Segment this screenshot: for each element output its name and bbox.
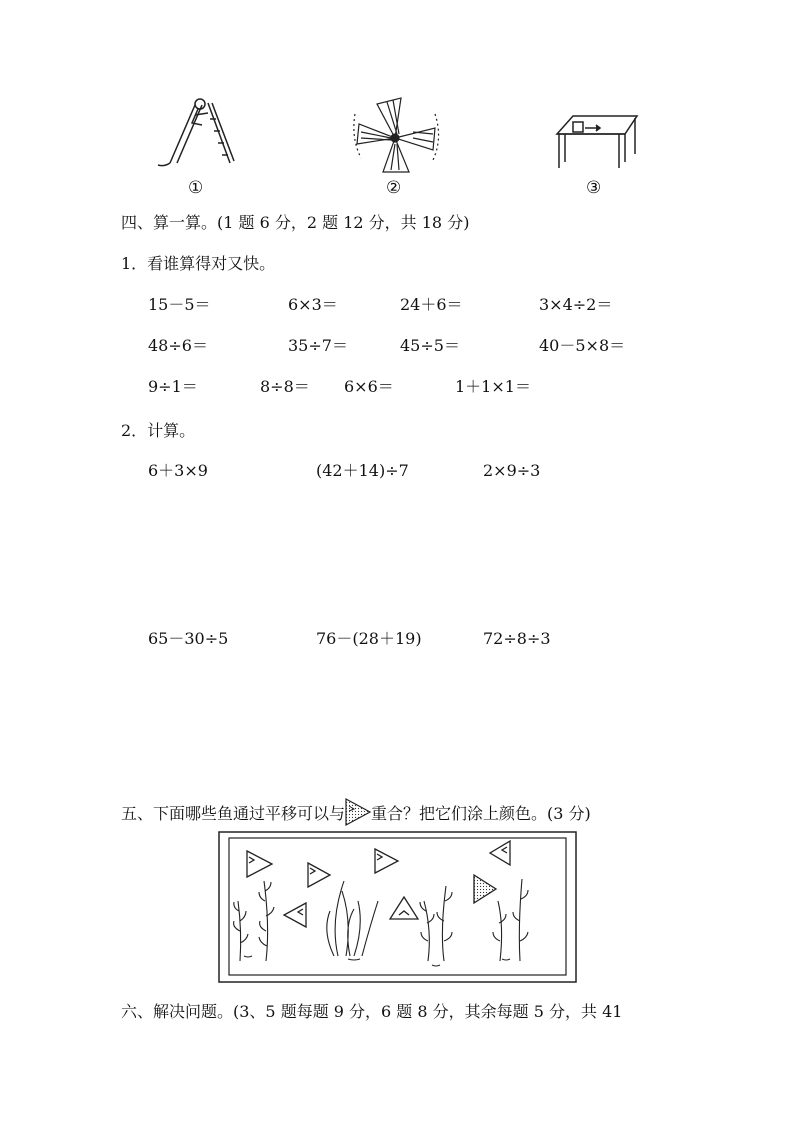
q1-title: 1．看谁算得对又快。 <box>121 254 276 273</box>
q2-expr: 6＋3×9 <box>148 461 208 480</box>
dotted-triangle-fish-icon <box>345 798 371 826</box>
picture-label-3: ③ <box>586 178 602 198</box>
q2-expr: 72÷8÷3 <box>483 629 551 648</box>
q1-expr: 9÷1＝ <box>148 377 198 396</box>
slide-picture <box>150 95 240 170</box>
q1-expr: 8÷8＝ <box>260 377 310 396</box>
section5-title-before: 五、下面哪些鱼通过平移可以与 <box>121 804 346 823</box>
q1-expr: 6×3＝ <box>288 295 338 314</box>
q2-expr: 65－30÷5 <box>148 629 229 648</box>
q2-expr: (42＋14)÷7 <box>316 461 409 480</box>
section6-title: 六、解决问题。(3、5 题每题 9 分，6 题 8 分，其余每题 5 分，共 41 <box>121 1002 623 1021</box>
q1-expr: 6×6＝ <box>344 377 394 396</box>
table-picture <box>555 112 645 172</box>
q1-expr: 1＋1×1＝ <box>455 377 531 396</box>
aquarium-picture <box>218 831 578 983</box>
section5-title <box>121 798 591 826</box>
q1-expr: 40－5×8＝ <box>539 336 626 355</box>
q2-expr: 2×9÷3 <box>483 461 541 480</box>
q1-expr: 15－5＝ <box>148 295 211 314</box>
q1-expr: 3×4÷2＝ <box>539 295 613 314</box>
windmill-picture <box>347 94 447 174</box>
picture-label-1: ① <box>188 178 204 198</box>
q1-expr: 48÷6＝ <box>148 336 208 355</box>
q1-expr: 24＋6＝ <box>400 295 463 314</box>
q2-expr: 76－(28＋19) <box>316 629 422 648</box>
picture-label-2: ② <box>386 178 402 198</box>
q2-title: 2．计算。 <box>121 421 196 440</box>
section4-title: 四、算一算。(1 题 6 分，2 题 12 分，共 18 分) <box>121 213 470 232</box>
q1-expr: 45÷5＝ <box>400 336 460 355</box>
q1-expr: 35÷7＝ <box>288 336 348 355</box>
section5-title-after: 重合？把它们涂上颜色。(3 分) <box>371 804 591 823</box>
